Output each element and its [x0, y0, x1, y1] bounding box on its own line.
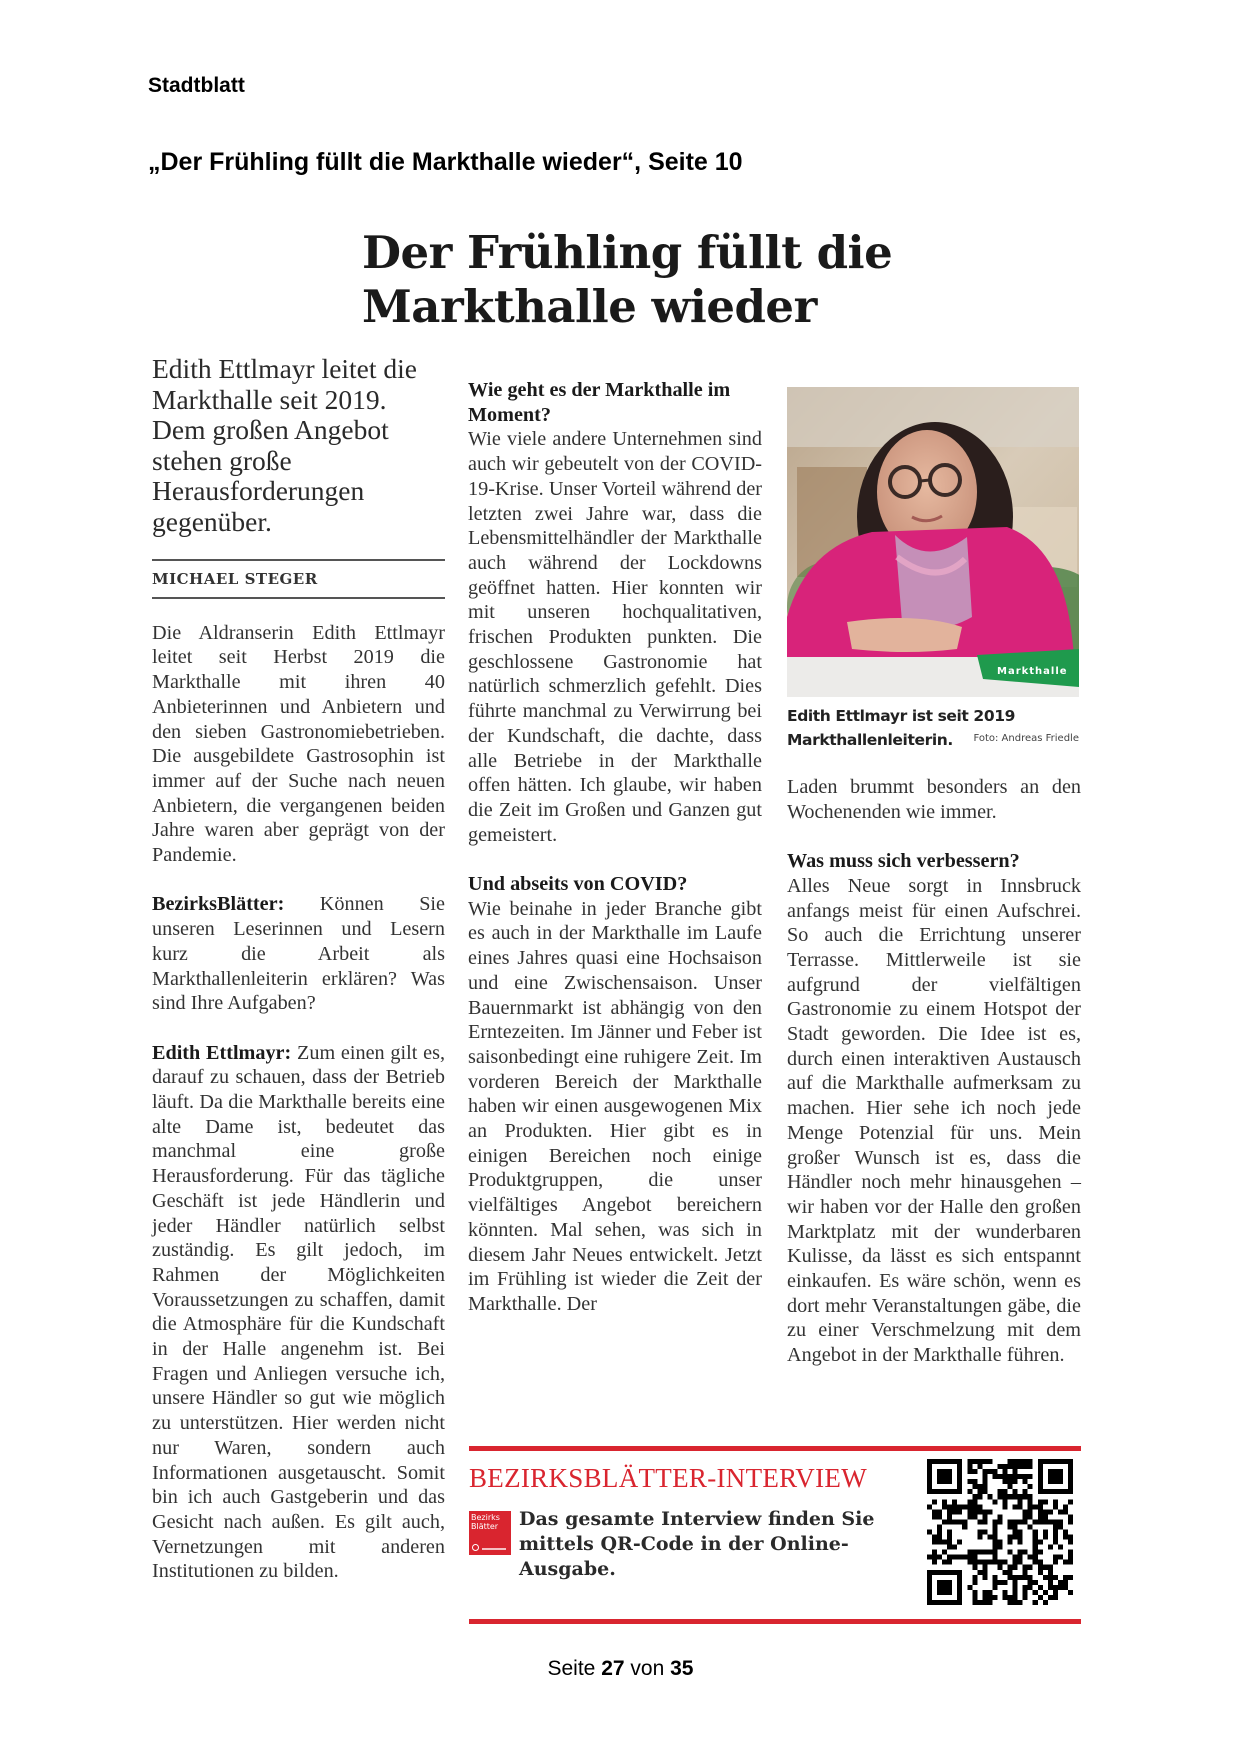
interview-text: Das gesamte Interview finden Sie mittels QR-Code in der Online-Ausgabe.: [519, 1508, 875, 1580]
portrait-photo: [787, 387, 1079, 697]
bezirksblaetter-logo: [469, 1511, 511, 1555]
article-headline: Der Frühling füllt die Markthalle wieder: [362, 226, 893, 333]
intro-paragraph: Die Aldranserin Edith Ettlmayr leitet seit Herbst 2019 die Markthalle mit ihren 40 Anbieterinnen und Anbietern und den sieben Gastronomiebetrieben. Die ausgebildete Gastrosophin ist immer auf der Suche nach neuen Anbietern, die vergangenen beiden Jahre waren aber geprägt von der Pandemie.: [152, 621, 445, 867]
answer-1: [152, 1041, 445, 1584]
page-of: von: [630, 1657, 665, 1680]
question-2-heading: Wie geht es der Markthalle im Moment?: [468, 379, 731, 426]
interview-box: [469, 1446, 1081, 1624]
qr-code[interactable]: [927, 1459, 1073, 1605]
answer-3: Wie beinahe in jeder Branche gibt es auch in der Markthalle im Laufe eines Jahres quasi eine Hochsaison und eine Zwischensaison. Unser Bauernmarkt ist abhängig von den Erntezeiten. Im Jänner und Feber ist saisonbedingt eine ruhigere Zeit. Im vorderen Bereich der Markthalle haben wir einen ausgewogenen Mix an Produkten. Hier gibt es in einigen Bereichen noch einige Produktgruppen, die unser vielfältiges Angebot bereichern könnten. Mal sehen, was sich in diesem Jahr Neues entwickelt. Jetzt im Frühling ist wieder die Zeit der Markthalle. Der: [468, 897, 762, 1315]
caption-text: Edith Ettlmayr ist seit 2019 Markthallenleiterin.: [787, 707, 1015, 749]
photo-caption: [787, 704, 1079, 752]
column-middle: [468, 378, 762, 1317]
column-left: [152, 354, 445, 1584]
q1-speaker: BezirksBlätter:: [152, 893, 285, 916]
page-label: Seite: [547, 1657, 596, 1680]
logo-circle-icon: [472, 1544, 479, 1551]
page-current: 27: [601, 1657, 625, 1680]
interview-title: BEZIRKSBLÄTTER-INTERVIEW: [469, 1463, 867, 1493]
answer-2: Wie viele andere Unternehmen sind auch wir gebeutelt von der COVID-19-Krise. Unser Vorteil während der letzten zwei Jahre war, dass die Lebensmittelhändler der Markthalle auch während der Lockdowns geöffnet hatten. Hier konnten wir mit unseren hochqualitativen, frischen Produkten punkten. Die geschlossene Gastronomie hat natürlich schmerzlich gefehlt. Dies führte manchmal zu Verwirrung bei der Kundschaft, die dachte, dass alle Betriebe in der Markthalle offen hätten. Ich glaube, wir haben die Zeit im Großen und Ganzen gut gemeistert.: [468, 428, 762, 846]
photo-credit: Foto: Andreas Friedle: [973, 733, 1079, 744]
column-right: [787, 775, 1081, 1368]
article-reference: „Der Frühling füllt die Markthalle wieder“, Seite 10: [148, 148, 743, 176]
market-sign-text: Markthalle: [997, 666, 1068, 677]
logo-line-2: Blätter: [471, 1522, 499, 1531]
answer-3-continued: Laden brummt besonders an den Wochenenden wie immer.: [787, 776, 1081, 823]
byline: MICHAEL STEGER: [152, 561, 445, 599]
article-teaser: Edith Ettlmayr leitet die Markthalle seit 2019. Dem großen Angebot stehen große Herausforderungen gegenüber.: [152, 353, 417, 537]
portrait-illustration: [787, 387, 1079, 697]
question-3-heading: Und abseits von COVID?: [468, 873, 688, 896]
a1-speaker: Edith Ettlmayr:: [152, 1041, 292, 1064]
logo-line-1: Bezirks: [471, 1513, 500, 1522]
q1-text: Können Sie unseren Leserinnen und Lesern kurz die Arbeit als Markthallenleiterin erklären? Was sind Ihre Aufgaben?: [152, 893, 445, 1015]
question-4-heading: Was muss sich verbessern?: [787, 850, 1020, 873]
answer-4: Alles Neue sorgt in Innsbruck anfangs meist für einen Aufschrei. So auch die Errichtung unserer Terrasse. Mittlerweile ist sie aufgrund der vielfältigen Gastronomie zu einem Hotspot der Stadt geworden. Die Idee ist es, durch einen interaktiven Austausch auf die Markthalle aufmerksam zu machen. Hier sehe ich noch jede Menge Potenzial für uns. Mein großer Wunsch ist es, dass die Händler noch mehr hinausgehen – wir haben vor der Halle den großen Marktplatz mit der wunderbaren Kulisse, da lässt es sich entspannt einkaufen. Es wäre schön, wenn es dort mehr Veranstaltungen gäbe, die zu einer Verschmelzung mit dem Angebot in der Markthalle führen.: [787, 874, 1081, 1367]
page-footer: [0, 1657, 1241, 1681]
question-1: [152, 892, 445, 1016]
publication-name: Stadtblatt: [148, 74, 245, 97]
a1-text: Zum einen gilt es, darauf zu schauen, dass der Betrieb läuft. Da die Markthalle bereits eine alte Dame ist, bedeutet das manchmal eine große Herausforderung. Für das tägliche Geschäft ist jede Händlerin und jeder Händler natürlich selbst zuständig. Es gilt jedoch, im Rahmen der Möglichkeiten Voraussetzungen zu schaffen, damit die Atmosphäre für die Kundschaft in der Halle angenehm ist. Bei Fragen und Anliegen versuche ich, unsere Händler so gut wie möglich zu unterstützen. Hier werden nicht nur Waren, sondern auch Informationen ausgetauscht. Somit bin ich auch Gastgeberin und das Gesicht nach außen. Es gilt auch, Vernetzungen mit anderen Institutionen zu bilden.: [152, 1041, 445, 1583]
page-total: 35: [670, 1657, 694, 1680]
